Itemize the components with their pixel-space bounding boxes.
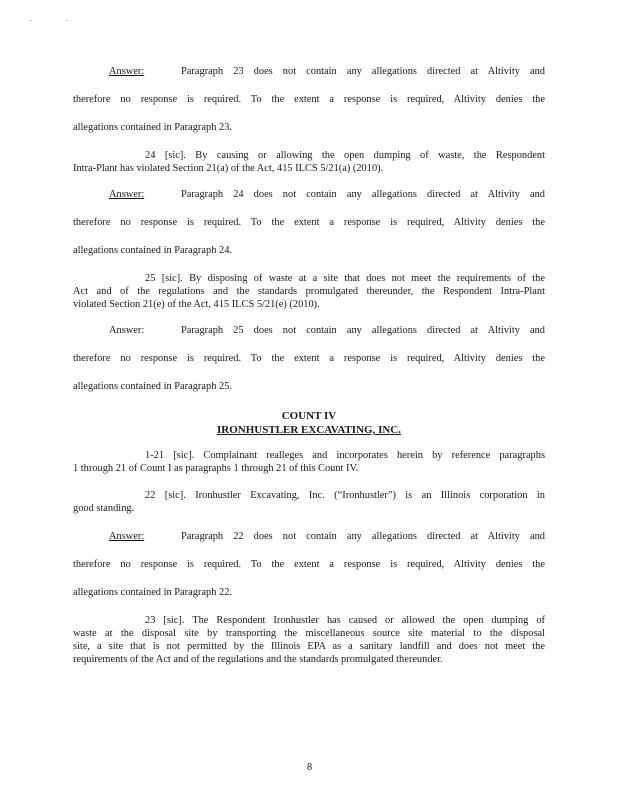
paragraph-23-count-iv-line-3: site, a site that is not permitted by the Illinois EPA as a sanitary landfill and does not meet the bbox=[73, 641, 545, 652]
paragraph-25-line-3: violated Section 21(e) of the Act, 415 ILCS 5/21(e) (2010). bbox=[73, 299, 320, 310]
answer-25-line-2: therefore no response is required. To the extent a response is required, Altivity denies the bbox=[73, 353, 545, 364]
answer-label: Answer: bbox=[109, 531, 145, 542]
paragraph-23-count-iv-line-1: 23 [sic]. The Respondent Ironhustler has caused or allowed the open dumping of bbox=[145, 615, 545, 626]
answer-24-line-2: therefore no response is required. To the extent a response is required, Altivity denies the bbox=[73, 217, 545, 228]
paragraph-24-line-1: 24 [sic]. By causing or allowing the open dumping of waste, the Respondent bbox=[145, 150, 545, 161]
answer-label: Answer: bbox=[109, 66, 145, 77]
paragraph-25-line-1: 25 [sic]. By disposing of waste at a site that does not meet the requirements of the bbox=[145, 273, 545, 284]
answer-25-line-1: Answer: Paragraph 25 does not contain any allegations directed at Altivity and bbox=[109, 325, 545, 336]
paragraph-22-line-2: good standing. bbox=[73, 503, 135, 514]
paragraph-1-21-line-1: 1-21 [sic]. Complainant realleges and incorporates herein by reference paragraphs bbox=[145, 450, 545, 461]
scan-speck: . bbox=[66, 14, 68, 23]
answer-label: Answer: bbox=[109, 189, 145, 200]
answer-24-line-3: allegations contained in Paragraph 24. bbox=[73, 245, 232, 256]
answer-24-line-1: Answer: Paragraph 24 does not contain any allegations directed at Altivity and bbox=[109, 189, 545, 200]
answer-23-line-2: therefore no response is required. To the extent a response is required, Altivity denies the bbox=[73, 94, 545, 105]
count-subtitle: IRONHUSTLER EXCAVATING, INC. bbox=[217, 424, 401, 436]
answer-22-line-3: allegations contained in Paragraph 22. bbox=[73, 587, 232, 598]
count-title: COUNT IV bbox=[281, 410, 337, 422]
answer-22-line-1: Answer: Paragraph 22 does not contain any allegations directed at Altivity and bbox=[109, 531, 545, 542]
page-number: 8 bbox=[306, 762, 313, 773]
paragraph-23-count-iv-line-2: waste at the disposal site by transporting the miscellaneous source site material to the disposal bbox=[73, 628, 545, 639]
answer-label: Answer: bbox=[109, 325, 145, 336]
scan-speck: . bbox=[30, 14, 32, 23]
answer-23-line-3: allegations contained in Paragraph 23. bbox=[73, 122, 232, 133]
paragraph-22-line-1: 22 [sic]. Ironhustler Excavating, Inc. (“Ironhustler”) is an Illinois corporation in bbox=[145, 490, 545, 501]
answer-23-line-1: Answer: Paragraph 23 does not contain any allegations directed at Altivity and bbox=[109, 66, 545, 77]
paragraph-25-line-2: Act and of the regulations and the standards promulgated thereunder, the Respondent Intra-Plant bbox=[73, 286, 545, 297]
paragraph-23-count-iv-line-4: requirements of the Act and of the regulations and the standards promulgated thereunder. bbox=[73, 654, 443, 665]
paragraph-1-21-line-2: 1 through 21 of Count I as paragraphs 1 through 21 of this Count IV. bbox=[73, 463, 359, 474]
answer-25-line-3: allegations contained in Paragraph 25. bbox=[73, 381, 232, 392]
answer-22-line-2: therefore no response is required. To the extent a response is required, Altivity denies the bbox=[73, 559, 545, 570]
paragraph-24-line-2: Intra-Plant has violated Section 21(a) of the Act, 415 ILCS 5/21(a) (2010). bbox=[73, 163, 384, 174]
